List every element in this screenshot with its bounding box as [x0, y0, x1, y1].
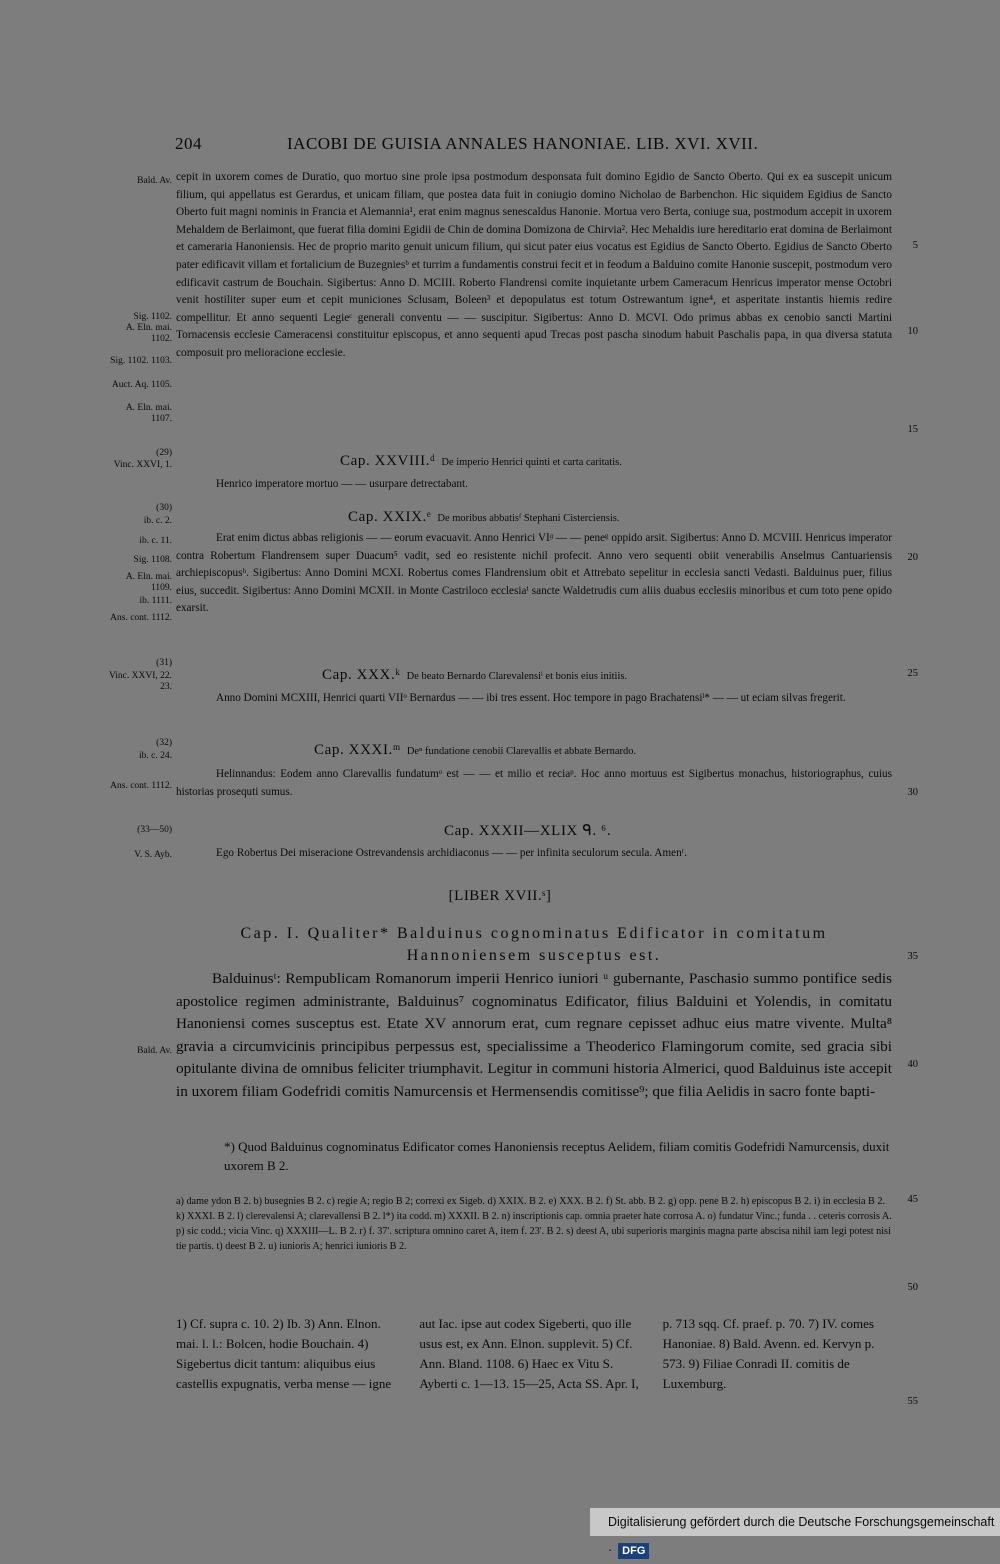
footer-text: Digitalisierung gefördert durch die Deutsche Forschungsgemeinschaft ·	[608, 1515, 995, 1557]
chapter-number: Cap. XXXI.ᵐ	[314, 742, 401, 758]
margin-note: A. Eln. mai. 1102.	[125, 323, 172, 344]
digitization-footer	[590, 1508, 1000, 1557]
margin-note: Sig. 1108.	[133, 555, 172, 565]
margin-chapter-number: (31)	[156, 658, 172, 668]
chapter-heading	[444, 821, 611, 840]
margin-note: ib. c. 11.	[139, 536, 172, 546]
margin-note: Auct. Aq. 1105.	[111, 380, 172, 390]
margin-chapter-number: (33—50)	[137, 825, 172, 835]
line-number: 10	[907, 326, 918, 337]
margin-note: A. Eln. mai. 1107.	[125, 403, 172, 424]
margin-note: Sig. 1102. 1103.	[110, 356, 172, 366]
margin-chapter-number: (32)	[156, 738, 172, 748]
chapter-text: Erat enim dictus abbas religionis — — eorum evacuavit. Anno Henrici VIᶢ — — peneᵍ oppido arsit. Sigibertus: Anno D. MCVIII. Henricus imperator contra Robertum Flandrensem super Duacum⁵ vadit, sed eo resistente nichil profecit. Anno vero sequenti obiit venerabilis Anselmus Cantuariensis archiepiscopusʰ. Sigibertus: Anno Domini MCXI. Robertus comes Flandrensium obit et Attrebato sepelitur in ecclesia sancti Vedasti. Balduinus puer, filius eius, succedit. Sigibertus: Anno Domini MCXII. in Monte Castriloco ecclesiaⁱ sancte Waldetrudis cum aliis duabus ecclesiis minoribus et cum toto pene opido exarsit.	[176, 532, 892, 615]
line-number: 5	[912, 240, 918, 251]
chapter-text: Helinnandus: Eodem anno Clarevallis fundatumᵒ est — — et milio et reciaᵖ. Hoc anno mortuus est Sigibertus monachus, historiographus, cuius historias prosequti sumus.	[176, 768, 892, 798]
margin-note: Vinc. XXVI, 1.	[113, 460, 172, 470]
margin-note: Ans. cont. 1112.	[110, 613, 172, 623]
chapter-title-line: Cap. I. Qualiter* Balduinus cognominatus Edificator in comitatum	[240, 925, 828, 942]
chapter-heading	[314, 741, 636, 759]
chapter-heading	[322, 666, 627, 684]
margin-note: V. S. Ayb.	[134, 850, 172, 860]
margin-note: Vinc. XXVI, 22. 23.	[108, 671, 172, 692]
margin-note: ib. 1111.	[139, 596, 172, 606]
margin-note: Bald. Av.	[137, 176, 172, 186]
margin-chapter-number: (30)	[156, 503, 172, 513]
margin-note: Ans. cont. 1112.	[110, 781, 172, 791]
margin-chapter-number: (29)	[156, 448, 172, 458]
margin-note: Sig. 1102.	[133, 312, 172, 322]
margin-note: ib. c. 24.	[139, 751, 172, 761]
chapter-heading	[340, 452, 622, 470]
line-number: 30	[907, 787, 918, 798]
page-number: 204	[175, 134, 202, 153]
chapter-title: De moribus abbatisᶠ Stephani Cisterciensis.	[437, 513, 620, 524]
body-paragraph: cepit in uxorem comes de Duratio, quo mortuo sine prole ipsa postmodum desponsata fuit domino Egidio de Sancto Oberto. Qui ex ea suscepit unicum filium, qui appellatus est Gerardus, et unicam filiam, que postea data fuit in coniugio domino Nicholao de Barbenchon. Hic siquidem Egidius de Sancto Oberto fuit magni nominis in Francia et Alemannia¹, erat enim magnus senescaldus Hanonie. Mortua vero Berta, coniuge sua, postmodum accepit in uxorem Mehaldem de Berlaimont, que fuerat filia domini Egidii de Chin de domina Domizona de Chirvia². Hec Mehaldis iure hereditario erat domina de Berlaimont et cameraria Hanoniensis. Hec de proprio marito genuit unicum filium, qui sicut pater eius vocatus est Egidius de Sancto Oberto. Egidius de Sancto Oberto pater edificavit villam et fortalicium de Buzegniesᵇ et turrim a fundamentis construi fecit et in feodum a Balduino comite Hanonie suscepit, postmodum vero edificavit castrum de Bouchain. Sigibertus: Anno D. MCIII. Roberto Flandrensi comite inquietante urbem Cameracum Henricus imperator mense Octobri venit hostiliter super eum et cepit municiones Sclusam, Boleen³ et depopulatus est totum Ostrewantum igne⁴, et asperitate instantis hiemis redire compellitur. Et anno sequenti Legieᶜ generali conventu — — suscipitur. Sigibertus: Anno D. MCVI. Odo primus abbas ex cenobio sancti Martini Tornacensis ecclesie Cameracensi constituitur episcopus, et anno sequenti apud Trecas post pascha sinodum habuit Paschalis papa, in qua diversa statuta composuit pro melioracione ecclesie.	[176, 171, 892, 359]
running-header	[175, 134, 895, 158]
margin-note: A. Eln. mai. 1109.	[125, 572, 172, 593]
line-number: 20	[907, 552, 918, 563]
chapter-text: Ego Robertus Dei miseracione Ostrevandensis archidiaconus — — per infinita seculorum secula. Amenʳ.	[216, 847, 687, 859]
margin-note: ib. c. 2.	[143, 516, 172, 526]
chapter-title-line: Hannoniensem susceptus est.	[406, 947, 662, 964]
line-number: 15	[907, 424, 918, 435]
dfg-logo: DFG	[618, 1543, 649, 1559]
chapter-number: Cap. XXVIII.ᵈ	[340, 453, 436, 469]
chapter-number: Cap. XXXII—XLIX ᑫ. ⁶.	[444, 823, 612, 839]
line-number: 55	[907, 1396, 918, 1407]
chapter-number: Cap. XXIX.ᵉ	[348, 509, 432, 525]
line-number: 25	[907, 668, 918, 679]
source-notes: 1) Cf. supra c. 10. 2) Ib. 3) Ann. Elnon. mai. l. l.: Bolcen, hodie Bouchain. 4) Sigebertus dicit tantum: aliquibus eius castellis expugnatis, verba mense — igne aut Iac. ipse aut codex Sigeberti, quo ille usus est, ex Ann. Elnon. supplevit. 5) Cf. Ann. Bland. 1108. 6) Haec ex Vitu S. Ayberti c. 1—13. 15—25, Acta SS. Apr. I, p. 713 sqq. Cf. praef. p. 70. 7) IV. comes Hanoniae. 8) Bald. Avenn. ed. Kervyn p. 573. 9) Filiae Conradi II. comitis de Luxemburg.	[176, 1316, 875, 1391]
chapter-title: Deⁿ fundatione cenobii Clarevallis et abbate Bernardo.	[406, 746, 637, 757]
line-number: 40	[907, 1059, 918, 1070]
chapter-number: Cap. XXX.ᵏ	[322, 667, 401, 683]
line-number: 50	[907, 1282, 918, 1293]
chapter-text: Henrico imperatore mortuo — — usurpare detrectabant.	[216, 478, 468, 490]
chapter-heading	[348, 508, 619, 526]
line-number: 45	[907, 1194, 918, 1205]
chapter-title: De beato Bernardo Clarevalensiˡ et bonis eius initiis.	[406, 671, 628, 682]
critical-apparatus: a) dame ydon B 2. b) busegnies B 2. c) regie A; regio B 2; correxi ex Sigeb. d) XXIX. B 2. e) XXX. B 2. f) St. abb. B 2. g) opp. pene B 2. h) episcopus B 2. i) in ecclesia B 2. k) XXXI. B 2. l) clerevalensi A; clarevallensi B 2. l*) ita codd. m) XXXII. B 2. n) inscriptionis cap. omnia praeter hate corrosa A. o) fundatur Vinc.; funda . . ceteris corrosis A. p) sic codd.; vicia Vinc. q) XXXIII—L. B 2. r) f. 37'. scriptura omnino caret A, item f. 23'. B 2. s) deest A, ubi superioris marginis magna parte abscisa nihil iam legi potest nisi tie partis. t) deest B 2. u) iunioris A; henrici iunioris B 2.	[176, 1196, 892, 1252]
running-title: IACOBI DE GUISIA ANNALES HANONIAE. LIB. XVI. XVII.	[287, 134, 759, 153]
asterisk-footnote: *) Quod Balduinus cognominatus Edificator comes Hanoniensis receptus Aelidem, filiam comitis Godefridi Namurcensis, duxit uxorem B 2.	[224, 1139, 890, 1173]
chapter-title: De imperio Henrici quinti et carta caritatis.	[441, 457, 622, 468]
line-number: 35	[907, 951, 918, 962]
chapter-text: Anno Domini MCXIII, Henrici quarti VIIᵒ Bernardus — — ibi tres essent. Hoc tempore in pago Brachatensiˡ* — — ut eciam silvas fregerit.	[216, 692, 846, 704]
book-heading: [LIBER XVII.ˢ]	[448, 888, 552, 904]
chapter-text: Balduinusᵗ: Rempublicam Romanorum imperii Henrico iuniori ᵘ gubernante, Paschasio summo pontifice sedis apostolice regimen administrante, Balduinus⁷ cognominatus Edificator, filius Balduini et Yolendis, in comitatu Hanoniensi comes susceptus est. Etate XV annorum erat, cum regnare cepisset adhuc eius matre vivente. Multa⁸ gravia a circumvicinis principibus perpessus est, specialissime a Theoderico Flamingorum comite, sed gracia sibi opitulante divina de omnibus feliciter triumphavit. Legitur in communi historia Almerici, quod Balduinus iste accepit in uxorem filiam Godefridi comitis Namurcensis et Hermensendis comitisse⁹; que filia Aelidis in sacro fonte bapti-	[176, 970, 892, 1100]
margin-note: Bald. Av.	[137, 1046, 172, 1056]
